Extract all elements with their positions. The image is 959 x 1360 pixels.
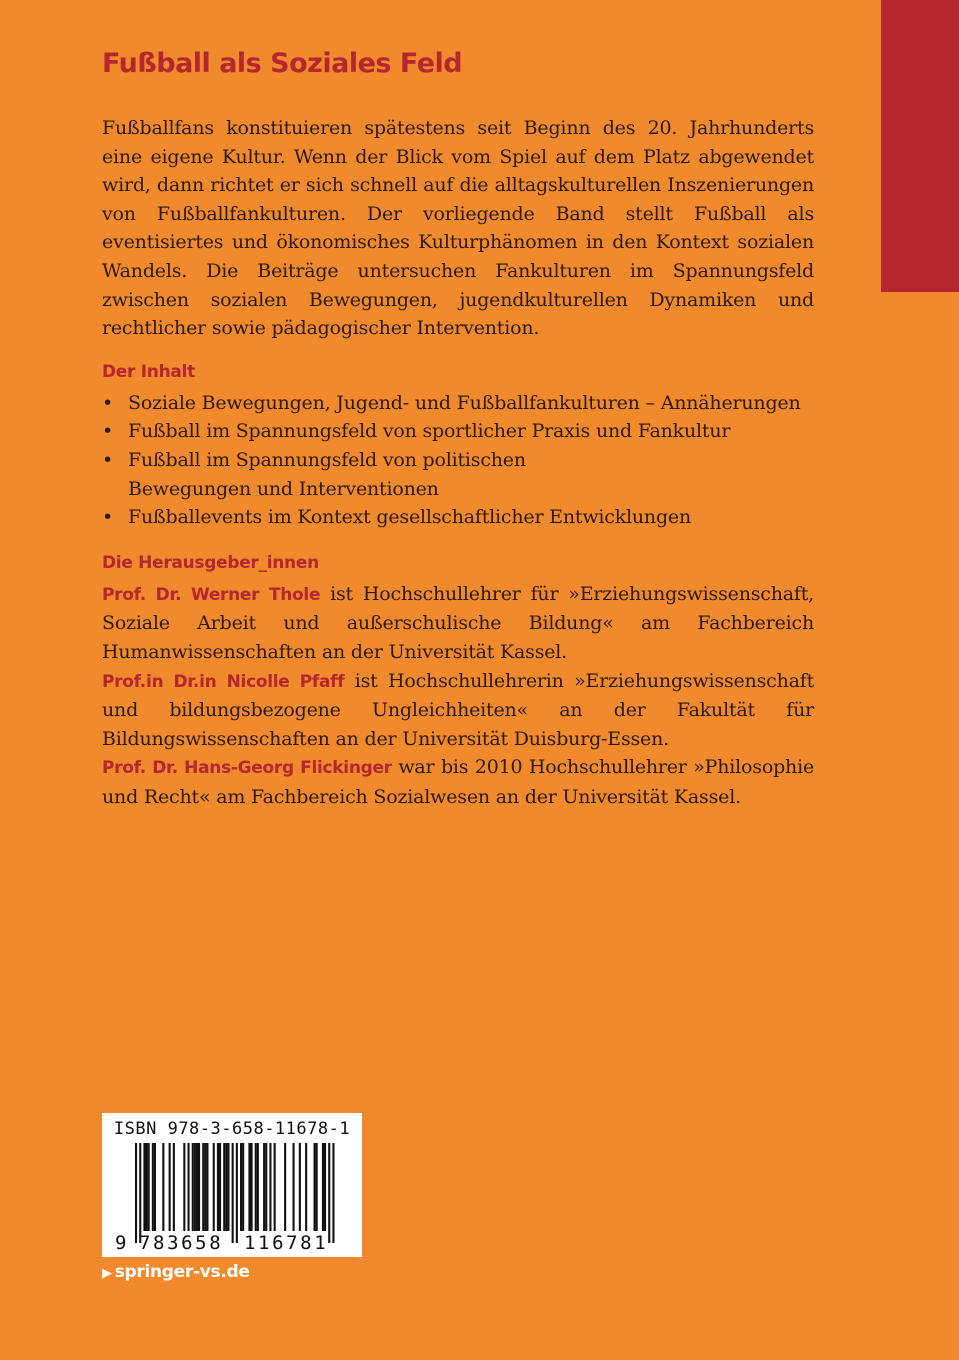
editor-bio: Prof.in Dr.in Nicolle Pfaff ist Hochschullehrerin »Erziehungswissenschaft und bildungsbezogene Ungleichheiten« an der Fakultät für Bildungswissenschaften an der Universität Duisburg-Essen. <box>102 669 815 750</box>
barcode-bar <box>242 1143 244 1231</box>
ean-left-group: 783658 <box>139 1232 224 1254</box>
barcode-bar <box>204 1143 206 1231</box>
barcode-bar <box>192 1143 194 1231</box>
barcode-bar <box>227 1143 229 1231</box>
back-cover-content <box>102 44 814 811</box>
red-accent-strip <box>881 0 959 292</box>
list-item: • Soziale Bewegungen, Jugend- und Fußballfankulturen – Annäherungen <box>102 389 814 418</box>
list-item: • Fußball im Spannungsfeld von politischen Bewegungen und Interventionen <box>102 446 814 503</box>
barcode-bar <box>154 1143 156 1231</box>
barcode-bar <box>299 1143 301 1231</box>
barcode-bar <box>188 1143 190 1231</box>
bullet-icon: • <box>102 391 114 414</box>
barcode-bar <box>263 1143 265 1231</box>
barcode-bar <box>305 1143 307 1231</box>
list-item: • Fußballevents im Kontext gesellschaftlicher Entwicklungen <box>102 503 814 532</box>
bullet-icon: • <box>102 448 114 471</box>
ean-first-digit: 9 <box>115 1232 127 1254</box>
website-label: springer-vs.de <box>114 1262 250 1282</box>
barcode-bar <box>196 1143 198 1231</box>
editor-bio: Prof. Dr. Werner Thole ist Hochschullehrer für »Erziehungswissenschaft, Soziale Arbeit und außerschulische Bildung« am Fachbereich Humanwissenschaften an der Universität Kassel. <box>102 582 814 663</box>
isbn-label: ISBN 978-3-658-11678-1 <box>113 1119 351 1139</box>
bullet-icon: • <box>102 420 114 443</box>
barcode-bar <box>255 1143 257 1231</box>
barcode-bar <box>219 1143 221 1231</box>
publisher-website[interactable] <box>102 1262 250 1282</box>
barcode-bar <box>162 1143 164 1231</box>
barcode-bar <box>198 1143 200 1231</box>
barcode-bar <box>202 1143 204 1231</box>
barcode-bar <box>324 1143 326 1231</box>
barcode-guard-bar <box>139 1143 141 1243</box>
editor-name: Prof. Dr. Hans-Georg Flickinger <box>102 758 392 779</box>
arrow-right-icon: ▶ <box>102 1266 112 1281</box>
barcode-bar <box>274 1143 276 1231</box>
barcode-bar <box>148 1143 150 1231</box>
barcode-bar <box>314 1143 316 1231</box>
barcode-bar <box>183 1143 185 1231</box>
barcode-bar <box>146 1143 148 1231</box>
barcode-guard-bar <box>135 1143 137 1243</box>
barcode-bar <box>223 1143 225 1231</box>
book-title: Fußball als Soziales Feld <box>102 48 463 79</box>
barcode-guard-bar <box>328 1143 330 1243</box>
editor-name: Prof. Dr. Werner Thole <box>102 584 321 605</box>
barcode-bar <box>316 1143 318 1231</box>
barcode-guard-bar <box>236 1143 238 1243</box>
barcode-bar <box>217 1143 219 1231</box>
barcode-bar <box>206 1143 208 1231</box>
list-item: • Fußball im Spannungsfeld von sportlicher Praxis und Fankultur <box>102 417 814 446</box>
barcode-bar <box>293 1143 295 1231</box>
barcode-bar <box>269 1143 271 1231</box>
barcode-bar <box>248 1143 250 1231</box>
barcode-bar <box>240 1143 242 1231</box>
barcode-bar <box>251 1143 253 1231</box>
barcode-guard-bar <box>232 1143 234 1243</box>
barcode-guard-bar <box>332 1143 334 1243</box>
bullet-icon: • <box>102 506 114 529</box>
barcode-bar <box>265 1143 267 1231</box>
editor-bio: Prof. Dr. Hans-Georg Flickinger war bis 2010 Hochschullehrer »Philosophie und Recht« am Fachbereich Sozialwesen an der Universität Kassel. <box>102 756 814 808</box>
barcode-bar <box>169 1143 171 1231</box>
isbn-barcode <box>102 1113 362 1257</box>
barcode-bar <box>152 1143 154 1231</box>
contents-heading: Der Inhalt <box>102 361 195 382</box>
barcode-bar <box>284 1143 286 1231</box>
barcode-bar <box>322 1143 324 1231</box>
editor-name: Prof.in Dr.in Nicolle Pfaff <box>102 671 345 692</box>
barcode-bar <box>143 1143 145 1231</box>
contents-list <box>102 389 814 532</box>
ean-right-group: 116781 <box>244 1232 329 1254</box>
barcode-bar <box>173 1143 175 1231</box>
barcode-bar <box>194 1143 196 1231</box>
intro-paragraph: Fußballfans konstituieren spätestens seit Beginn des 20. Jahrhunderts eine eigene Kultur. Wenn der Blick vom Spiel auf dem Platz abgewendet wird, dann richtet er sich schnell auf die alltagskulturellen Inszenierungen von Fußballfankulturen. Der vorliegende Band stellt Fußball als eventisiertes und ökonomisches Kulturphänomen in den Kontext sozialen Wandels. Die Beiträge untersuchen Fankulturen im Spannungsfeld zwischen sozialen Bewegungen, jugendkulturellen Dynamiken und rechtlicher sowie pädagogischer Intervention. <box>102 117 814 340</box>
barcode-bar <box>213 1143 215 1231</box>
barcode-bar <box>225 1143 227 1231</box>
editors-heading: Die Herausgeber_innen <box>102 552 319 573</box>
barcode-bar <box>257 1143 259 1231</box>
